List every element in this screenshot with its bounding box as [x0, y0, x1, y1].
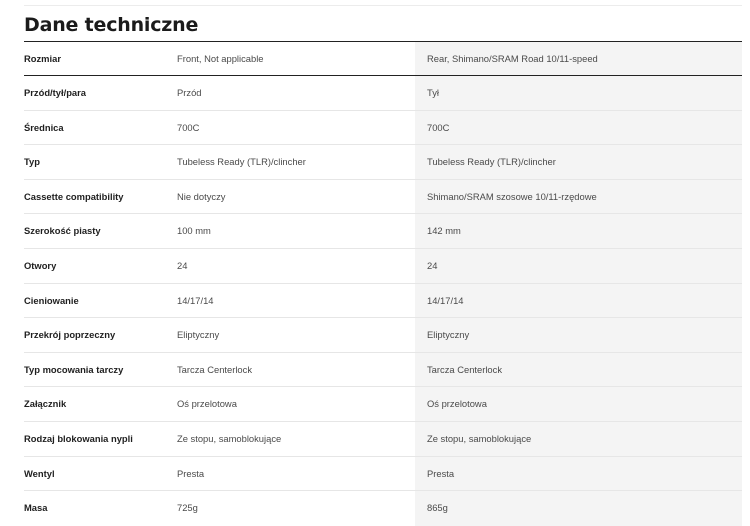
spec-front-value: Tarcza Centerlock	[177, 363, 253, 375]
spec-rear-value: Tarcza Centerlock	[415, 353, 742, 387]
top-divider	[24, 5, 742, 6]
spec-row	[24, 353, 742, 388]
spec-label: Masa	[24, 502, 48, 514]
spec-rear-value: 142 mm	[415, 214, 742, 248]
spec-front-value: Przód	[177, 87, 202, 98]
spec-label: Szerokość piasty	[24, 225, 101, 237]
spec-front-value: Front, Not applicable	[177, 53, 264, 64]
spec-label: Rozmiar	[24, 53, 61, 64]
spec-header-row	[24, 41, 742, 76]
spec-row	[24, 491, 742, 526]
section-title: Dane techniczne	[24, 14, 199, 36]
spec-label: Przekrój poprzeczny	[24, 329, 116, 341]
spec-label: Cassette compatibility	[24, 190, 124, 202]
spec-rear-value: 865g	[415, 491, 742, 526]
spec-row	[24, 180, 742, 215]
spec-label: Wentyl	[24, 467, 55, 479]
spec-label: Średnica	[24, 121, 64, 133]
spec-front-value: 24	[177, 259, 188, 271]
spec-front-value: 700C	[177, 121, 200, 133]
spec-table	[24, 41, 742, 526]
spec-rear-value: 14/17/14	[415, 284, 742, 318]
spec-rear-value: Oś przelotowa	[415, 387, 742, 421]
spec-front-value: Eliptyczny	[177, 329, 220, 341]
spec-rear-value: 700C	[415, 111, 742, 145]
spec-label: Typ	[24, 156, 40, 168]
spec-front-value: Tubeless Ready (TLR)/clincher	[177, 156, 306, 168]
spec-front-value: Nie dotyczy	[177, 190, 226, 202]
spec-front-value: 100 mm	[177, 225, 211, 237]
spec-row	[24, 76, 742, 111]
spec-label: Przód/tył/para	[24, 87, 86, 98]
spec-front-value: 725g	[177, 502, 198, 514]
spec-rear-value: Shimano/SRAM szosowe 10/11-rzędowe	[415, 180, 742, 214]
spec-row	[24, 457, 742, 492]
spec-front-value: Oś przelotowa	[177, 398, 237, 410]
spec-row	[24, 422, 742, 457]
spec-front-value: Presta	[177, 467, 205, 479]
spec-front-value: 14/17/14	[177, 294, 214, 306]
spec-rear-value: Eliptyczny	[415, 318, 742, 352]
spec-rear-value: Ze stopu, samoblokujące	[415, 422, 742, 456]
spec-row	[24, 387, 742, 422]
spec-rear-value: Rear, Shimano/SRAM Road 10/11-speed	[415, 42, 742, 75]
spec-label: Otwory	[24, 259, 57, 271]
spec-rear-value: 24	[415, 249, 742, 283]
spec-row	[24, 145, 742, 180]
spec-label: Cieniowanie	[24, 294, 79, 306]
spec-row	[24, 318, 742, 353]
spec-label: Rodzaj blokowania nypli	[24, 432, 133, 444]
spec-row	[24, 284, 742, 319]
spec-rear-value: Tył	[415, 76, 742, 110]
spec-rear-value: Tubeless Ready (TLR)/clincher	[415, 145, 742, 179]
spec-row	[24, 214, 742, 249]
spec-label: Typ mocowania tarczy	[24, 363, 124, 375]
spec-row	[24, 111, 742, 146]
spec-rear-value: Presta	[415, 457, 742, 491]
spec-front-value: Ze stopu, samoblokujące	[177, 432, 282, 444]
spec-label: Załącznik	[24, 398, 67, 410]
spec-row	[24, 249, 742, 284]
